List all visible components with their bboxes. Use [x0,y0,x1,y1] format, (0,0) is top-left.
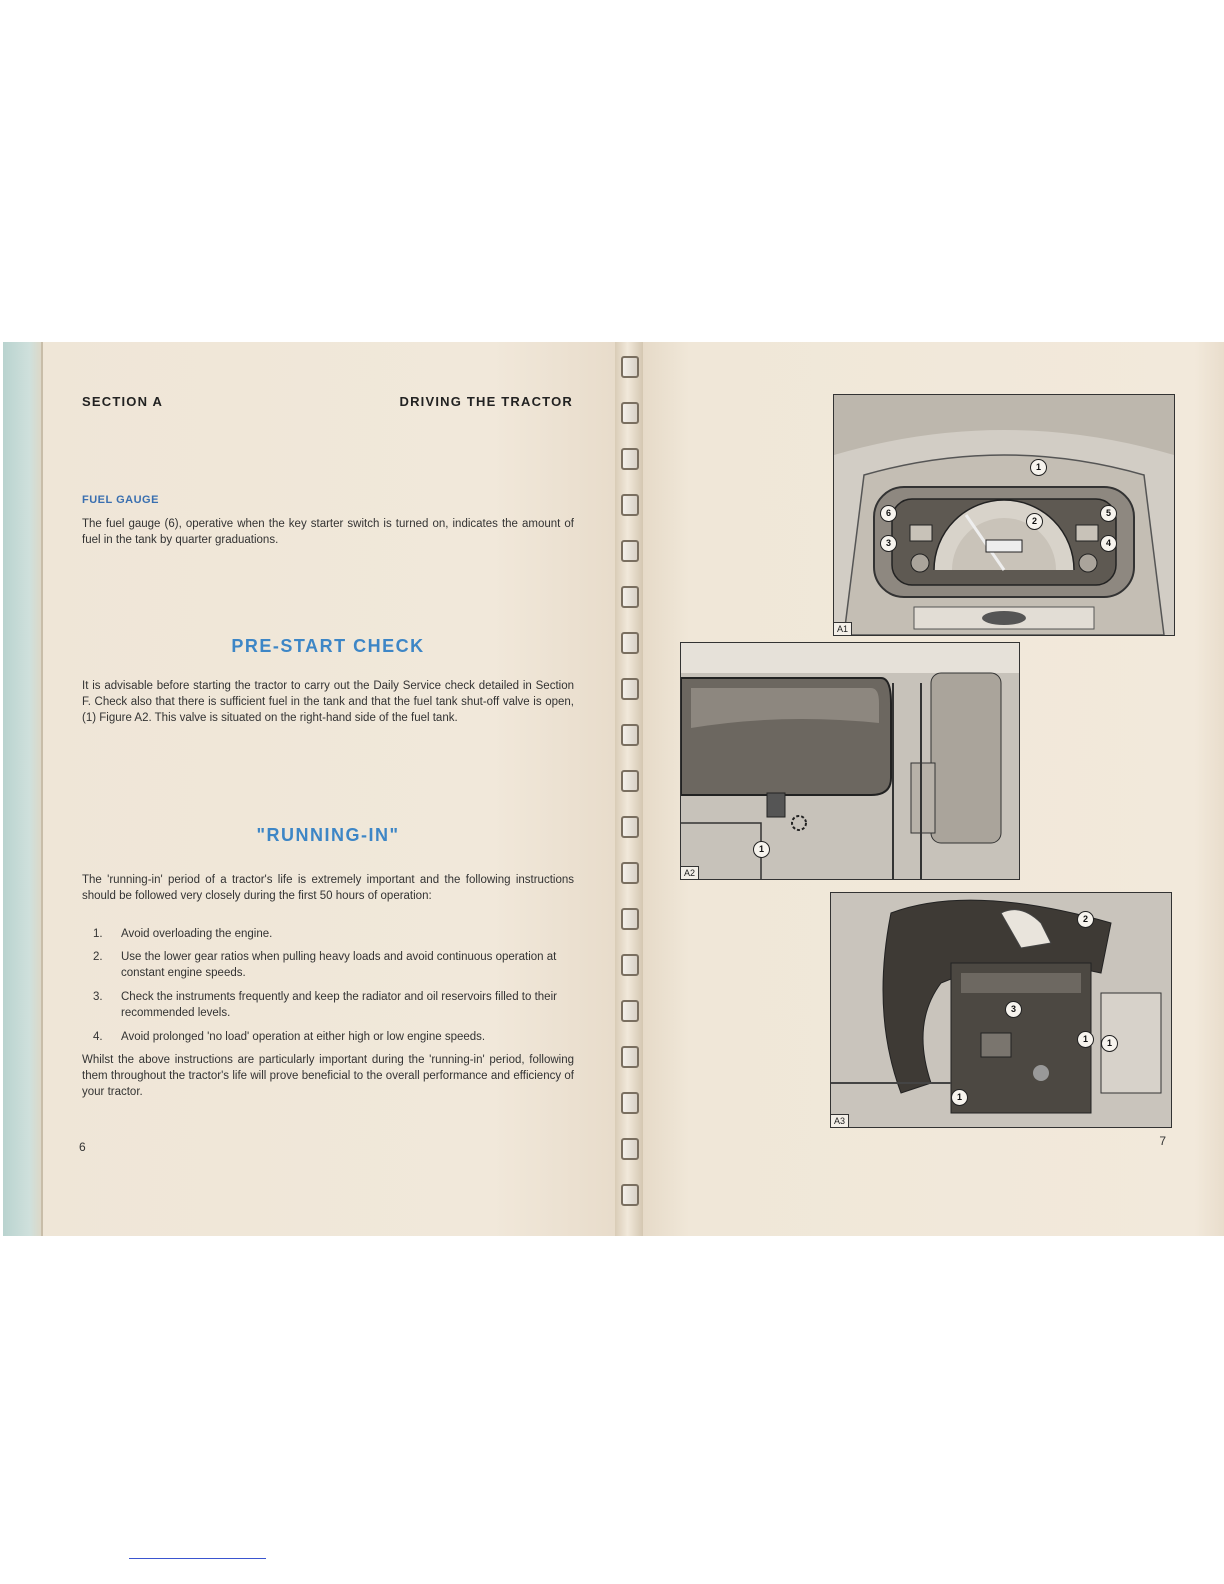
callout-2: 2 [1077,909,1094,928]
figure-label-a1: A1 [834,622,852,635]
list-number: 1. [93,928,103,940]
binding-coil [621,356,639,378]
callout-2: 2 [1026,511,1043,530]
right-page [643,342,1224,1236]
binding-coil [621,448,639,470]
list-item [93,926,575,942]
list-number: 4. [93,1031,103,1043]
callout-4: 4 [1100,533,1117,552]
list-number: 3. [93,991,103,1003]
binding-coil [621,1092,639,1114]
binding-coil [621,1046,639,1068]
section-label: SECTION A [82,394,164,409]
callout-6: 6 [880,503,897,522]
list-number: 2. [93,951,103,963]
list-text: Use the lower gear ratios when pulling heavy loads and avoid continuous operation at constant engine speeds. [121,951,557,979]
list-text: Avoid overloading the engine. [121,928,273,940]
list-item [93,1029,575,1045]
callout-1: 1 [1030,457,1047,476]
section-tab [3,342,41,1236]
binding-coil [621,586,639,608]
figure-a2-fuel-tank [680,642,1020,880]
section-tab-edge [41,342,43,1236]
binding-coil [621,1138,639,1160]
callout-5: 5 [1100,503,1117,522]
binding-coil [621,494,639,516]
binding-coil [621,1000,639,1022]
binding-coil [621,862,639,884]
spiral-binding [615,342,643,1236]
pre-start-title: PRE-START CHECK [231,636,425,656]
figure-a1-instrument-cluster [833,394,1175,636]
manual-spread [3,342,1224,1236]
binding-coil [621,1184,639,1206]
footer-link-rule [129,1558,266,1559]
callout-1: 1 [951,1087,968,1106]
list-item [93,949,575,981]
fuel-gauge-text: The fuel gauge (6), operative when the key starter switch is turned on, indicates the amount of fuel in the tank by quarter graduations. [82,518,574,546]
figure-a3-seat-mechanism [830,892,1172,1128]
binding-coil [621,402,639,424]
fuel-gauge-heading: FUEL GAUGE [82,494,159,506]
binding-coil [621,770,639,792]
binding-coil [621,908,639,930]
callout-1: 1 [1077,1029,1094,1048]
binding-coil [621,954,639,976]
chapter-title: DRIVING THE TRACTOR [399,394,573,409]
fuel-tank-drawing [681,643,1019,879]
binding-coil [621,632,639,654]
binding-coil [621,540,639,562]
running-in-intro: The 'running-in' period of a tractor's life is extremely important and the following instructions should be followed very closely during the first 50 hours of operation: [82,874,574,902]
binding-coil [621,678,639,700]
callout-1: 1 [753,839,770,858]
page-number-right: 7 [1159,1134,1166,1148]
seat-mechanism-drawing [831,893,1171,1127]
binding-coil [621,816,639,838]
binding-coil [621,724,639,746]
callout-3: 3 [1005,999,1022,1018]
callout-1: 1 [1101,1033,1118,1052]
running-in-title: "RUNNING-IN" [256,825,400,845]
list-item [93,989,575,1021]
list-text: Check the instruments frequently and keep the radiator and oil reservoirs filled to their recommended levels. [121,991,557,1019]
left-page [3,342,615,1236]
running-in-outro: Whilst the above instructions are particularly important during the 'running-in' period, following them throughout the tractor's life will prove beneficial to the overall performance and efficiency of your tractor. [82,1054,574,1098]
figure-label-a2: A2 [681,866,699,879]
callout-3: 3 [880,533,897,552]
list-text: Avoid prolonged 'no load' operation at either high or low engine speeds. [121,1031,486,1043]
figure-label-a3: A3 [831,1114,849,1127]
pre-start-text: It is advisable before starting the tractor to carry out the Daily Service check detailed in Section F. Check also that there is sufficient fuel in the tank and that the fuel tank shut-off valve is open, (1) Figure A2. This valve is situated on the right-hand side of the fuel tank. [82,680,574,724]
page-number-left: 6 [79,1140,86,1154]
